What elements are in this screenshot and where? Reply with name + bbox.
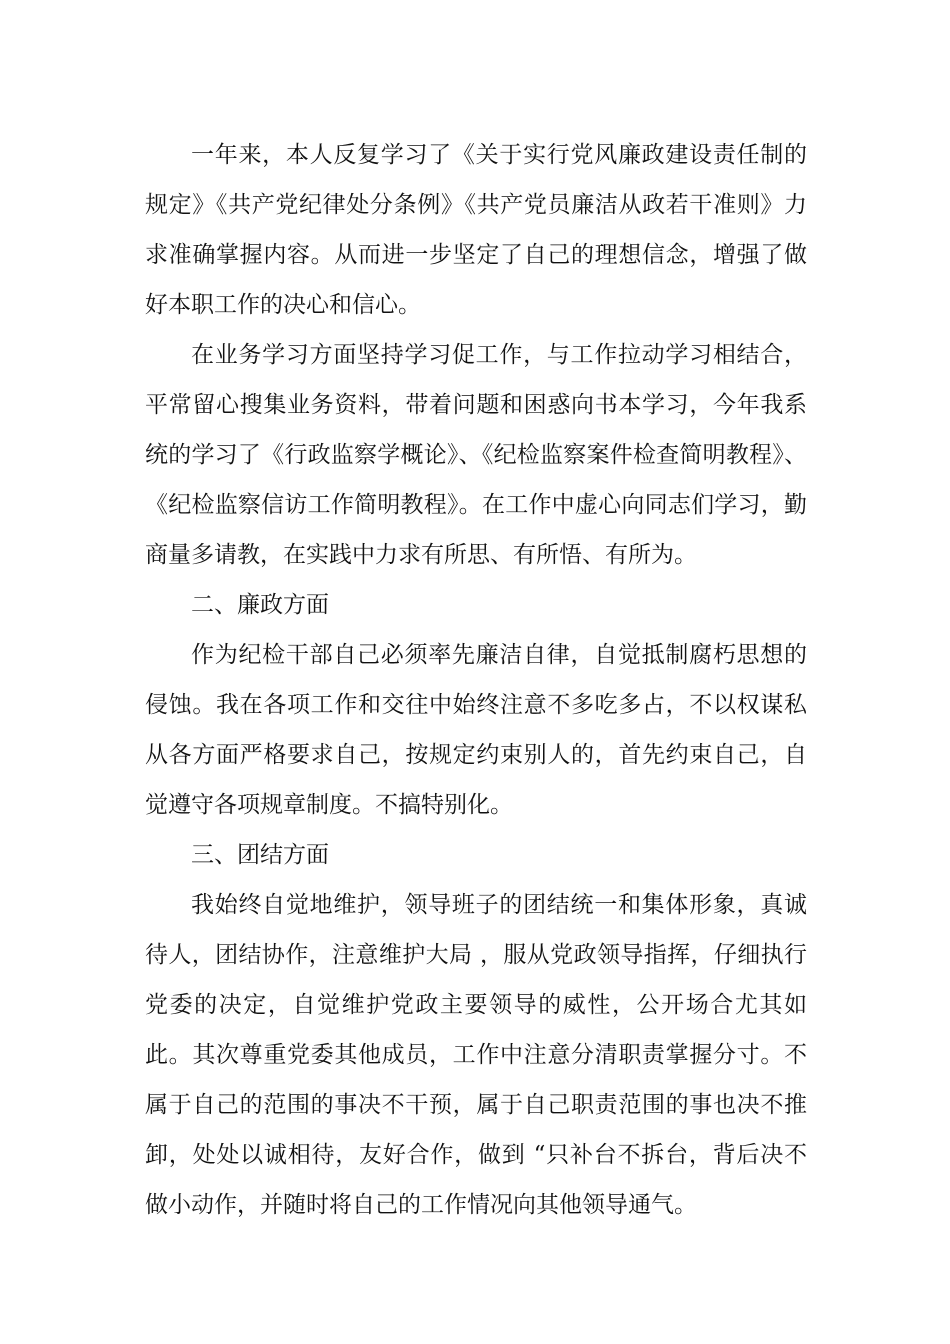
paragraph-study-regulations: 一年来，本人反复学习了《关于实行党风廉政建设责任制的规定》《共产党纪律处分条例》《共产党员廉洁从政若干准则》力求准确掌握内容。从而进一步坚定了自己的理想信念，增强了做好本职工作的决心和信心。 bbox=[145, 142, 807, 318]
document-body bbox=[145, 130, 807, 1230]
paragraph-integrity: 作为纪检干部自己必须率先廉洁自律，自觉抵制腐朽思想的侵蚀。我在各项工作和交往中始终注意不多吃多占，不以权谋私从各方面严格要求自己，按规定约束别人的，首先约束自己，自觉遵守各项规章制度。不搞特别化。 bbox=[145, 642, 807, 818]
section-heading-integrity: 二、廉政方面 bbox=[191, 592, 329, 618]
paragraph-unity: 我始终自觉地维护，领导班子的团结统一和集体形象，真诚待人，团结协作，注意维护大局 ，服从党政领导指挥，仔细执行党委的决定，自觉维护党政主要领导的威性，公开场合尤其如此。其次尊重党委其他成员，工作中注意分清职责掌握分寸。不属于自己的范围的事决不干预，属于自己职责范围的事也决不推卸，处处以诚相待，友好合作，做到 “只补台不拆台，背后决不做小动作，并随时将自己的工作情况向其他领导通气。 bbox=[145, 892, 807, 1218]
section-heading-unity: 三、团结方面 bbox=[191, 842, 329, 868]
paragraph-business-study: 在业务学习方面坚持学习促工作，与工作拉动学习相结合，平常留心搜集业务资料，带着问题和困惑向书本学习，今年我系统的学习了《行政监察学概论》、《纪检监察案件检查简明教程》、《纪检监察信访工作简明教程》。在工作中虚心向同志们学习，勤商量多请教，在实践中力求有所思、有所悟、有所为。 bbox=[145, 342, 807, 568]
